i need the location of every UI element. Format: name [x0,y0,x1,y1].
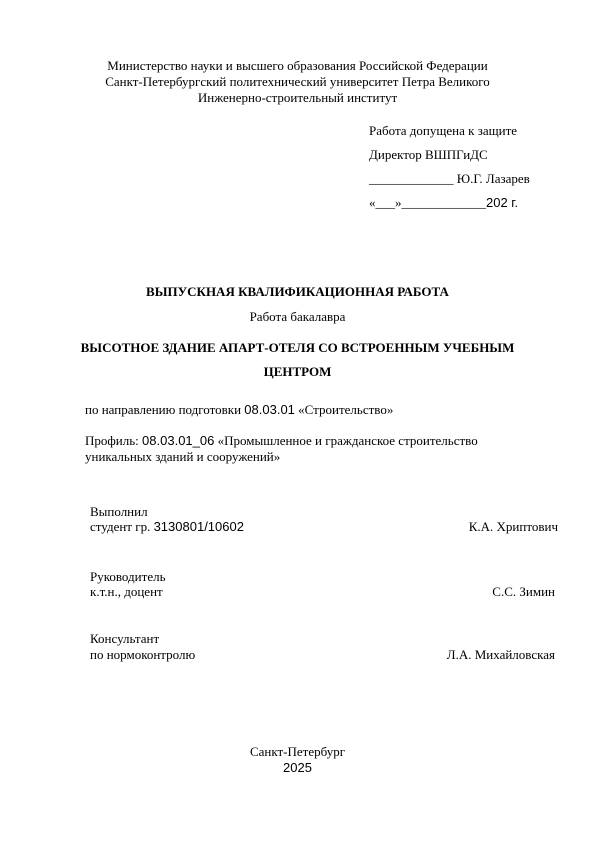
direction-name: «Строительство» [298,402,394,417]
ministry-line: Министерство науки и высшего образования Российской Федерации [107,58,488,73]
direction-prefix: по направлению подготовки [85,402,242,417]
approval-date-line [369,195,518,211]
director-line: Директор ВШПГиДС [369,147,488,162]
director-signature-line: _____________ Ю.Г. Лазарев [369,171,530,186]
year-line: 2025 [283,760,312,775]
admitted-line: Работа допущена к защите [369,123,518,138]
profile-line-1 [85,433,478,449]
direction-line [85,402,393,418]
author-name: К.А. Хриптович [468,519,558,534]
supervisor-detail: к.т.н., доцент [90,584,163,599]
approval-date-year: 202 г. [486,195,519,210]
consultant-role: Консультант [90,631,160,646]
city-line: Санкт-Петербург [249,744,346,759]
profile-code: 08.03.01_06 [142,433,215,448]
degree-line: Работа бакалавра [249,309,346,324]
supervisor-role: Руководитель [90,569,166,584]
author-detail-prefix: студент гр. [90,519,151,534]
supervisor-name: С.С. Зимин [492,584,555,599]
university-line: Санкт-Петербургский политехнический университет Петра Великого [105,74,490,89]
topic-line-1: ВЫСОТНОЕ ЗДАНИЕ АПАРТ-ОТЕЛЯ СО ВСТРОЕННЫМ УЧЕБНЫМ [80,340,515,355]
work-type-title: ВЫПУСКНАЯ КВАЛИФИКАЦИОННАЯ РАБОТА [146,284,449,299]
institute-line: Инженерно-строительный институт [197,90,398,105]
profile-prefix: Профиль: [85,433,139,448]
consultant-name: Л.А. Михайловская [446,647,555,662]
direction-code: 08.03.01 [244,402,295,417]
author-role: Выполнил [90,504,148,519]
author-group: 3130801/10602 [153,519,244,534]
profile-line-2: уникальных зданий и сооружений» [85,449,281,464]
consultant-detail: по нормоконтролю [90,647,196,662]
profile-name-1: «Промышленное и гражданское строительство [217,433,478,448]
topic-line-2: ЦЕНТРОМ [263,364,332,379]
approval-date-prefix: «___»_____________ [369,195,486,210]
author-detail [90,519,244,535]
